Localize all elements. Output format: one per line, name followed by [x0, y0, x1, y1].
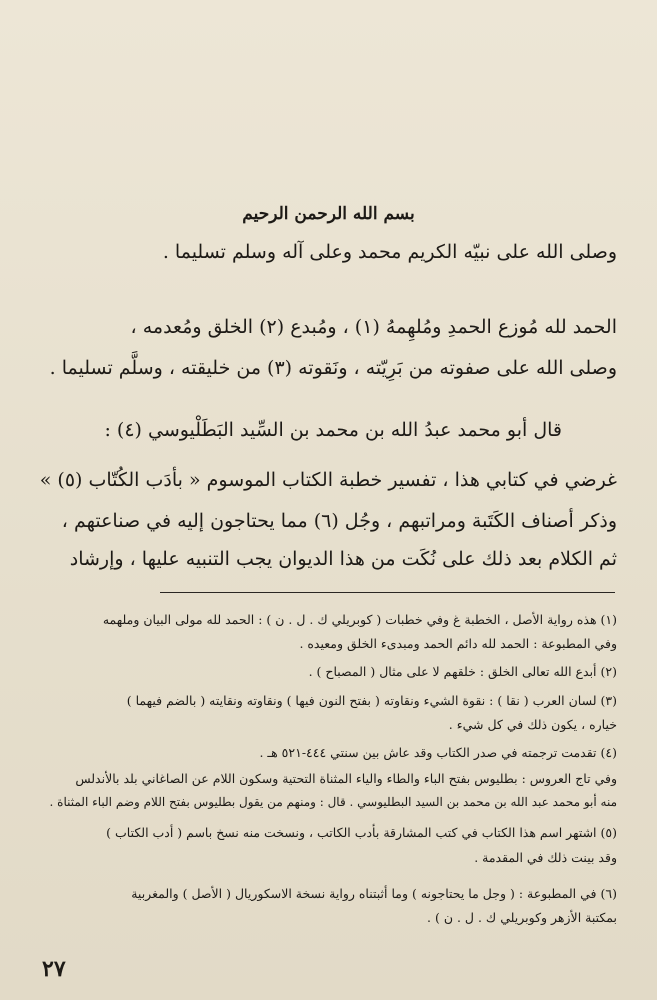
body-line: وذكر أصناف الكَتَبة ومراتبهم ، وجُل (٦) مما يحتاجون إليه في صناعتهم ، [61, 510, 617, 532]
footnote-divider [160, 592, 615, 593]
footnote-line: (٥) اشتهر اسم هذا الكتاب في كتب المشارقة بأدب الكاتب ، ونسخت منه نسخ باسم ( أدب الكتاب ) [106, 825, 617, 840]
footnote-line: بمكتبة الأزهر وكوبريلي ك . ل . ن ) . [427, 910, 617, 925]
footnote-line: منه أبو محمد عبد الله بن محمد بن السيد البطليوسي . قال : ومنهم من يقول بطليوس بفتح اللام وضم الباء المثناة . [49, 795, 617, 809]
footnote-line: وفي المطبوعة : الحمد لله دائم الحمد ومبدىء الخلق ومعيده . [299, 636, 617, 651]
page-number: ٢٧ [42, 956, 66, 982]
body-line: وصلى الله على نبيّه الكريم محمد وعلى آله وسلم تسليما . [162, 241, 617, 263]
body-line: ثم الكلام بعد ذلك على نُكَت من هذا الديوان يجب التنبيه عليها ، وإرشاد [69, 548, 617, 570]
footnote-line: (١) هذه رواية الأصل ، الخطبة غ وفي خطبات ( كوبريلي ك . ل . ن ) : الحمد لله مولى البيان وملهمه [102, 612, 617, 627]
footnote-line: وقد بينت ذلك في المقدمة . [474, 850, 617, 865]
footnote-line: (٢) أبدع الله تعالى الخلق : خلقهم لا على مثال ( المصباح ) . [308, 664, 617, 679]
body-line: قال أبو محمد عبدُ الله بن محمد بن السِّيد البَطَلْيوسي (٤) : [104, 419, 562, 441]
body-line: وصلى الله على صفوته من بَرِيّته ، ونَقوته (٣) من خليقته ، وسلَّم تسليما . [49, 357, 617, 379]
footnote-line: (٤) تقدمت ترجمته في صدر الكتاب وقد عاش بين سنتي ٤٤٤-٥٢١ هـ . [259, 745, 617, 760]
footnote-line: خياره ، يكون ذلك في كل شيء . [448, 717, 617, 732]
body-line: غرضي في كتابي هذا ، تفسير خطبة الكتاب الموسوم « بأدَب الكُتّاب (٥) » [39, 469, 617, 491]
footnote-line: (٣) لسان العرب ( نقا ) : نقوة الشيء ونقاوته ( بفتح النون فيها ) ونقاوته ونقايته ( بالضم فيهما ) [126, 693, 617, 708]
basmala-heading: بسم الله الرحمن الرحيم [242, 204, 415, 224]
footnote-line: وفي تاج العروس : بطليوس بفتح الباء والطاء والياء المثناة التحتية وسكون اللام عن الصاغاني بلد بالأندلس [75, 771, 617, 786]
body-line: الحمد لله مُوزع الحمدِ ومُلهِمهُ (١) ، ومُبدع (٢) الخلق ومُعدمه ، [130, 316, 617, 338]
footnote-line: (٦) في المطبوعة : ( وجل ما يحتاجونه ) وما أثبتناه رواية نسخة الاسكوريال ( الأصل ) والمغربية [131, 886, 617, 901]
